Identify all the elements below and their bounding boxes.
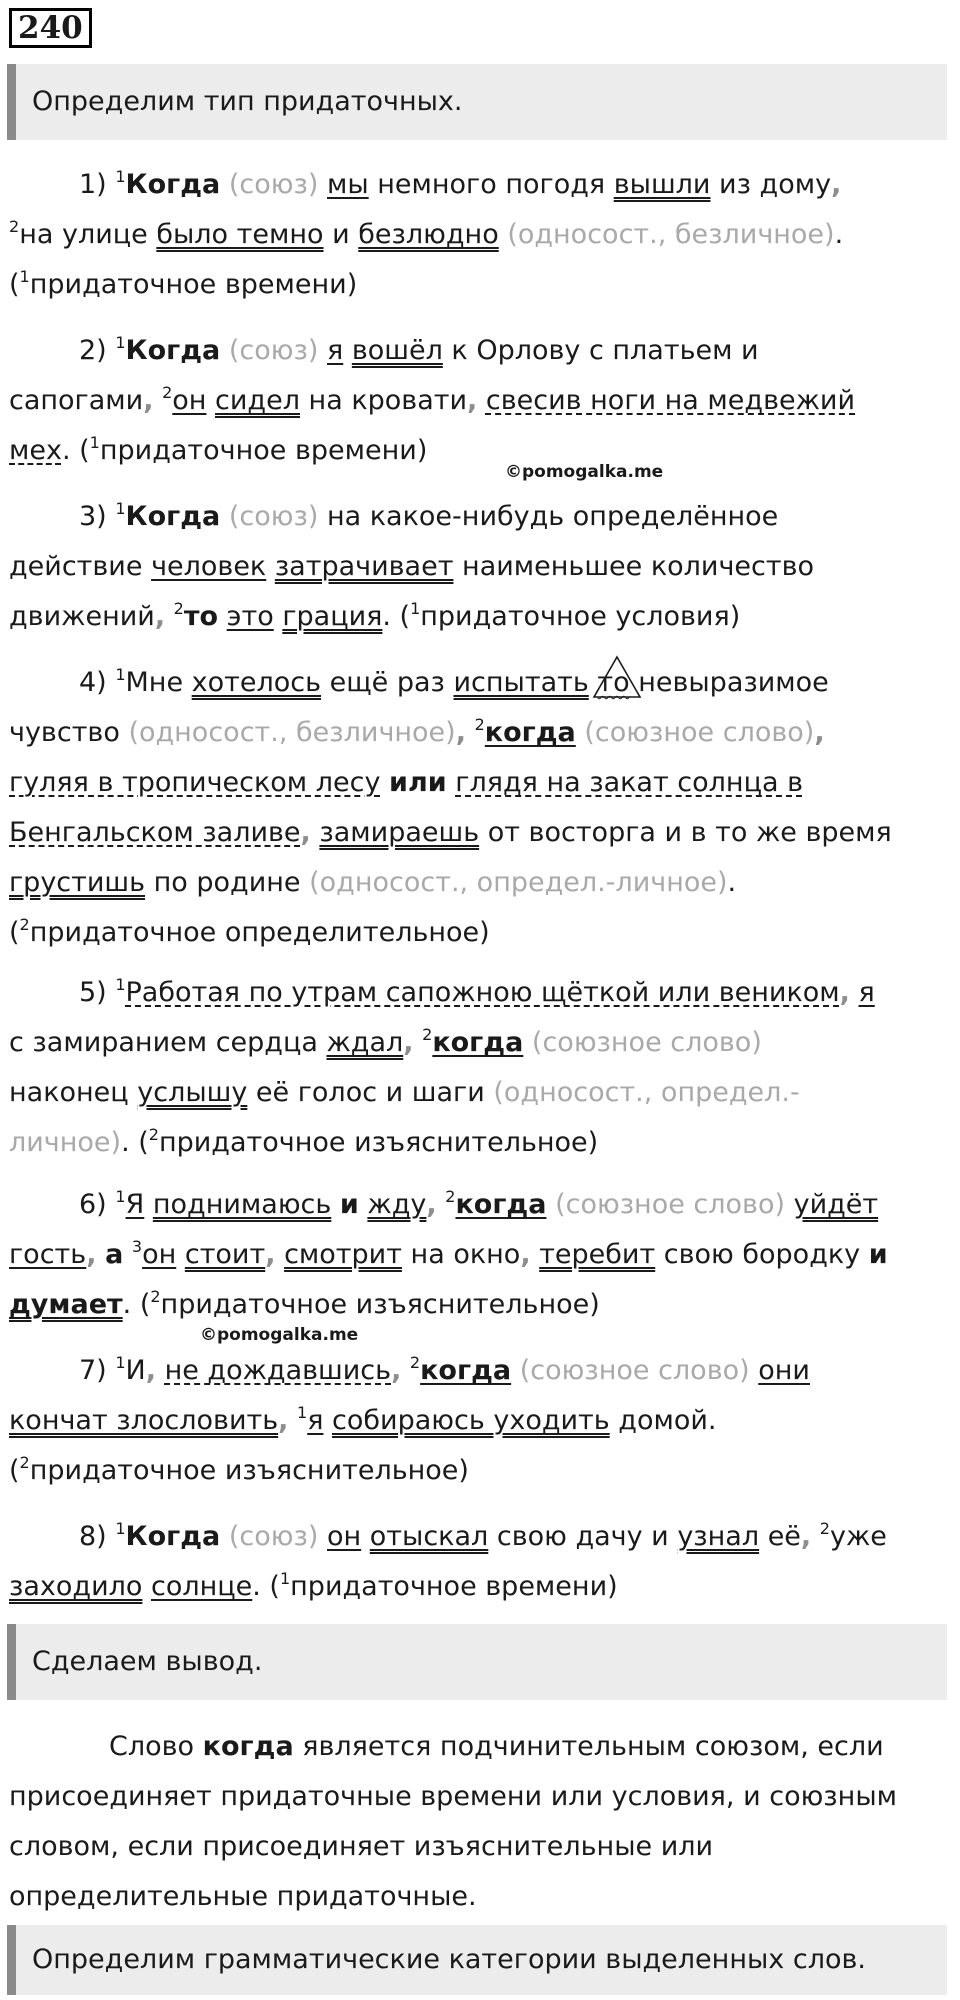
list-item-7: 7) $^1$И, не дождавшись, $^2$когда (союзное слово) они кончат злословить, $^1$я собираюсь уходить домой. ($^2$придаточное изъяснительное): [9, 1353, 810, 1486]
clause-type-5: придаточное изъяснительное: [158, 1127, 588, 1158]
clause-type-6: придаточное изъяснительное: [160, 1289, 590, 1320]
conclusion-text: Слово когда является подчинительным союзом, если присоединяет придаточные времени или условия, и союзным словом, если присоединяет изъяснительные или определительные придаточные.: [9, 1731, 898, 1912]
section-header-types-text: Определим тип придаточных.: [32, 86, 463, 117]
list-item-6: 6) $^1$Я поднимаюсь и жду, $^2$когда (союзное слово) уйдёт гость, а $^3$он стоит, смотрит на окно, теребит свою бородку и думает. ($^2$придаточное изъяснительное): [9, 1187, 888, 1320]
clause-type-3: придаточное условия: [420, 601, 730, 632]
clause-type-1: придаточное времени: [29, 269, 347, 300]
task-number: 240: [9, 8, 92, 48]
list-item-3: 3) $^1$Когда (союз) на какое-нибудь определённое действие человек затрачивает наименьшее количество движений, $^2$то это грация. ($^1$придаточное условия): [9, 499, 815, 632]
clause-type-4: придаточное определительное: [29, 917, 480, 948]
clause-type-8: придаточное времени: [290, 1571, 608, 1602]
watermark-1: ©pomogalka.me: [505, 462, 664, 482]
section-header-conclusion-text: Сделаем вывод.: [32, 1646, 263, 1677]
section-header-types: [7, 64, 947, 140]
list-item-8: 8) $^1$Когда (союз) он отыскал свою дачу и узнал её, $^2$уже заходило солнце. ($^1$придаточное времени): [9, 1519, 887, 1602]
list-item-2: 2) $^1$Когда (союз) я вошёл к Орлову с платьем и сапогами, $^2$он сидел на кровати, свесив ноги на медвежий мех. ($^1$придаточное времени): [9, 333, 856, 466]
section-header-conclusion: [7, 1624, 947, 1700]
list-item-1: 1) $^1$Когда (союз) мы немного погодя вышли из дому, $^2$на улице было темно и безлюдно (односост., безличное). ($^1$придаточное времени): [9, 167, 844, 300]
clause-type-7: придаточное изъяснительное: [29, 1455, 459, 1486]
section-header-grammar: [7, 1925, 947, 1995]
list-item-5: 5) $^1$Работая по утрам сапожною щёткой или веником, я с замиранием сердца ждал, $^2$когда (союзное слово) наконец услышу её голос и шаги (односост., определ.- личное). ($^2$придаточное изъяснительное): [9, 975, 875, 1158]
list-item-4: 4) $^1$Мне хотелось ещё раз испытать то невыразимое чувство (односост., безличное), $^2$когда (союзное слово), гуляя в тропическом лесу или глядя на закат солнца в Бенгальском заливе, замираешь от восторга и в то же время грустишь по родине (односост., определ.-личное). ($^2$придаточное определительное): [9, 658, 953, 958]
watermark-2: ©pomogalka.me: [200, 1325, 359, 1345]
triangle-mark-icon: то: [597, 658, 629, 708]
section-header-grammar-text: Определим грамматические категории выделенных слов.: [32, 1944, 866, 1975]
clause-type-2: придаточное времени: [99, 435, 417, 466]
